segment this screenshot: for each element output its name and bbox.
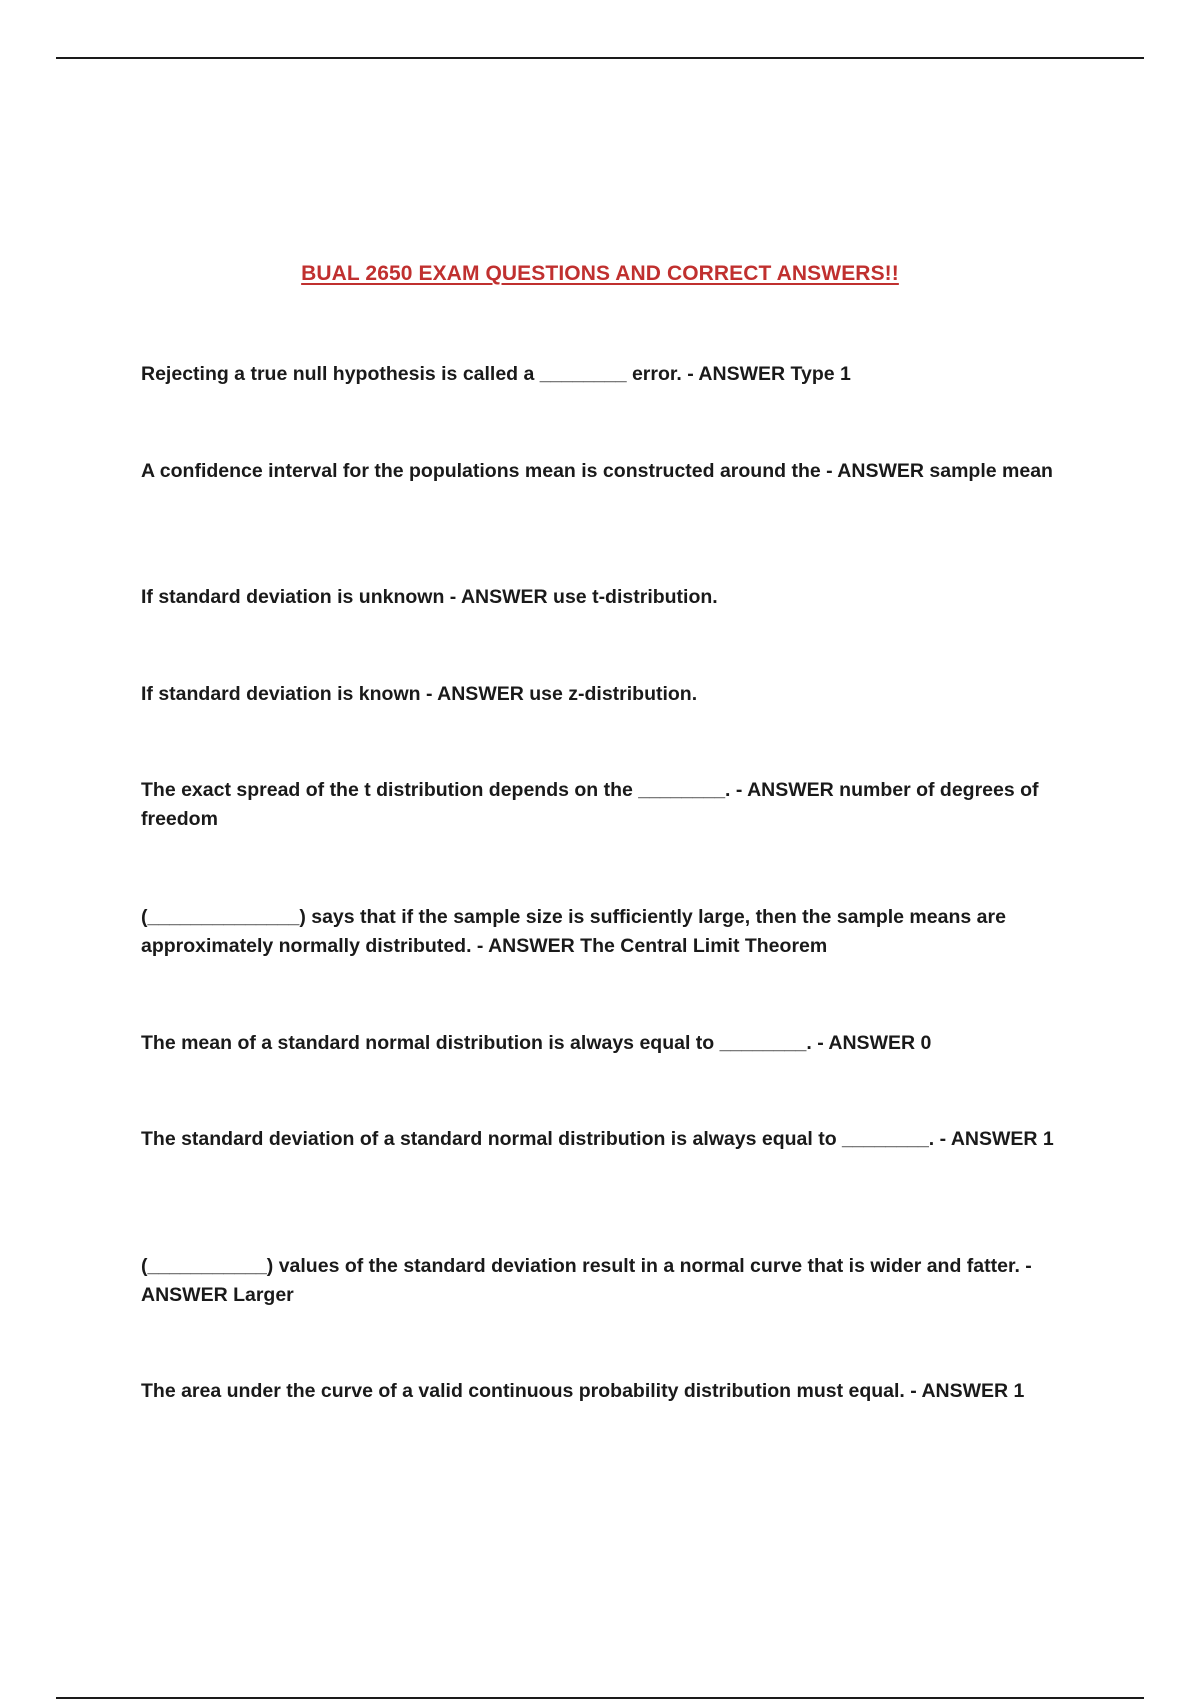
document-title: BUAL 2650 EXAM QUESTIONS AND CORRECT ANSWERS!!: [301, 262, 899, 285]
qa-item-10: The area under the curve of a valid continuous probability distribution must equal. - ANSWER 1: [141, 1380, 1025, 1402]
qa-item-1: Rejecting a true null hypothesis is called a ________ error. - ANSWER Type 1: [141, 363, 851, 385]
qa-item-7: The mean of a standard normal distribution is always equal to ________. - ANSWER 0: [141, 1032, 932, 1054]
qa-item-8: The standard deviation of a standard normal distribution is always equal to ________. - ANSWER 1: [141, 1128, 1054, 1150]
qa-item-9: (___________) values of the standard deviation result in a normal curve that is wider and fatter. - ANSWER Larger: [141, 1255, 1032, 1306]
qa-item-2: A confidence interval for the populations mean is constructed around the - ANSWER sample mean: [141, 460, 1053, 482]
qa-item-4: If standard deviation is known - ANSWER use z-distribution.: [141, 683, 698, 705]
qa-item-5: The exact spread of the t distribution depends on the ________. - ANSWER number of degrees of freedom: [141, 779, 1039, 830]
bottom-divider: [56, 1697, 1144, 1699]
qa-item-6: (______________) says that if the sample size is sufficiently large, then the sample means are approximately normally distributed. - ANSWER The Central Limit Theorem: [141, 906, 1006, 957]
qa-item-3: If standard deviation is unknown - ANSWER use t-distribution.: [141, 586, 718, 608]
top-divider: [56, 57, 1144, 59]
